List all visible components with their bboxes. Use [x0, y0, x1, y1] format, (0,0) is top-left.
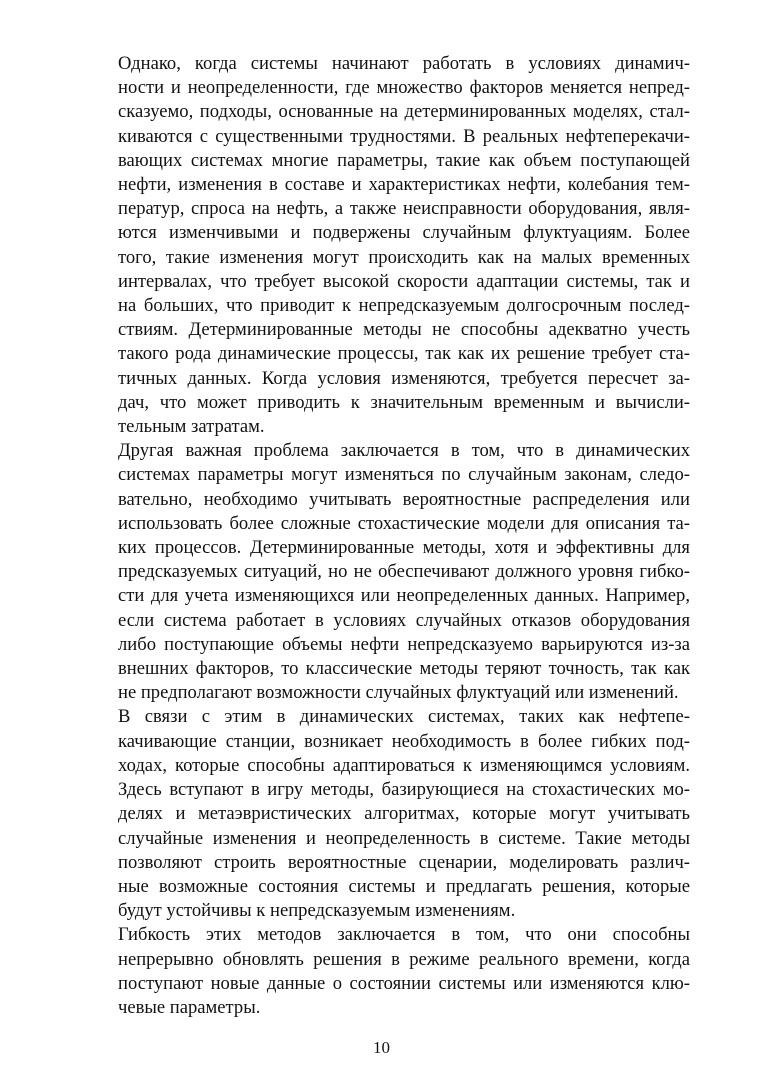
text-line: тельным затратам. — [118, 416, 265, 438]
text-line: если система работает в условиях случайных отказов оборудования — [118, 609, 690, 631]
text-line: тичных данных. Когда условия изменяются, требуется пересчет за- — [118, 367, 690, 389]
text-line: ствиям. Детерминированные методы не способны адекватно учесть — [118, 319, 690, 341]
text-line: того, такие изменения могут происходить как на малых временных — [118, 246, 690, 268]
text-line: интервалах, что требует высокой скорости адаптации системы, так и — [118, 270, 690, 292]
text-line: делях и метаэвристических алгоритмах, которые могут учитывать — [118, 803, 690, 825]
text-line: ходах, которые способны адаптироваться к изменяющимся условиям. — [118, 754, 690, 776]
text-line: киваются с существенными трудностями. В реальных нефтеперекачи- — [118, 125, 690, 147]
text-line: будут устойчивы к непредсказуемым изменениям. — [118, 900, 516, 922]
text-line: В связи с этим в динамических системах, таких как нефтепе- — [118, 706, 690, 728]
text-line: непрерывно обновлять решения в режиме реального времени, когда — [118, 948, 690, 970]
text-line: Однако, когда системы начинают работать в условиях динамич- — [118, 53, 690, 74]
text-line: ные возможные состояния системы и предлагать решения, которые — [118, 875, 690, 897]
text-line: дач, что может приводить к значительным временным и вычисли- — [118, 391, 690, 413]
text-line: предсказуемых ситуаций, но не обеспечивают должного уровня гибко- — [118, 561, 690, 583]
paragraph-4 — [73, 923, 690, 1020]
text-line: не предполагают возможности случайных флуктуаций или изменений. — [118, 682, 679, 704]
text-line: системах параметры могут изменяться по случайным законам, следо- — [118, 464, 690, 486]
paragraph-1 — [73, 52, 690, 439]
text-line: позволяют строить вероятностные сценарии, моделировать различ- — [118, 851, 690, 873]
document-body — [73, 52, 690, 1020]
text-line: ются изменчивыми и подвержены случайным флуктуациям. Более — [118, 222, 690, 244]
text-line: на больших, что приводит к непредсказуемым долгосрочным послед- — [118, 295, 690, 317]
paragraph-3 — [73, 705, 690, 923]
text-line: использовать более сложные стохастические модели для описания та- — [118, 512, 690, 534]
text-line: сказуемо, подходы, основанные на детерминированных моделях, стал- — [118, 101, 690, 123]
text-line: ких процессов. Детерминированные методы, хотя и эффективны для — [118, 537, 690, 559]
text-line: чевые параметры. — [118, 996, 261, 1018]
text-line: ности и неопределенности, где множество факторов меняется непред- — [118, 77, 690, 99]
text-line: вающих системах многие параметры, такие как объем поступающей — [118, 149, 690, 171]
text-line: либо поступающие объемы нефти непредсказуемо варьируются из-за — [118, 633, 690, 655]
text-line: ператур, спроса на нефть, а также неисправности оборудования, явля- — [118, 198, 690, 220]
text-line: сти для учета изменяющихся или неопределенных данных. Например, — [118, 585, 690, 607]
page-number: 10 — [373, 1038, 390, 1057]
text-line: Другая важная проблема заключается в том, что в динамических — [118, 440, 690, 462]
text-line: поступают новые данные о состоянии системы или изменяются клю- — [118, 972, 690, 994]
text-line: Здесь вступают в игру методы, базирующиеся на стохастических мо- — [118, 779, 690, 801]
text-line: Гибкость этих методов заключается в том, что они способны — [118, 924, 690, 946]
text-line: такого рода динамические процессы, так как их решение требует ста- — [118, 343, 690, 365]
text-line: внешних факторов, то классические методы теряют точность, так как — [118, 658, 690, 680]
text-line: качивающие станции, возникает необходимость в более гибких под- — [118, 730, 690, 752]
text-line: вательно, необходимо учитывать вероятностные распределения или — [118, 488, 690, 510]
paragraph-2 — [73, 439, 690, 705]
text-line: нефти, изменения в составе и характеристиках нефти, колебания тем- — [118, 174, 690, 196]
text-line: случайные изменения и неопределенность в системе. Такие методы — [118, 827, 690, 849]
